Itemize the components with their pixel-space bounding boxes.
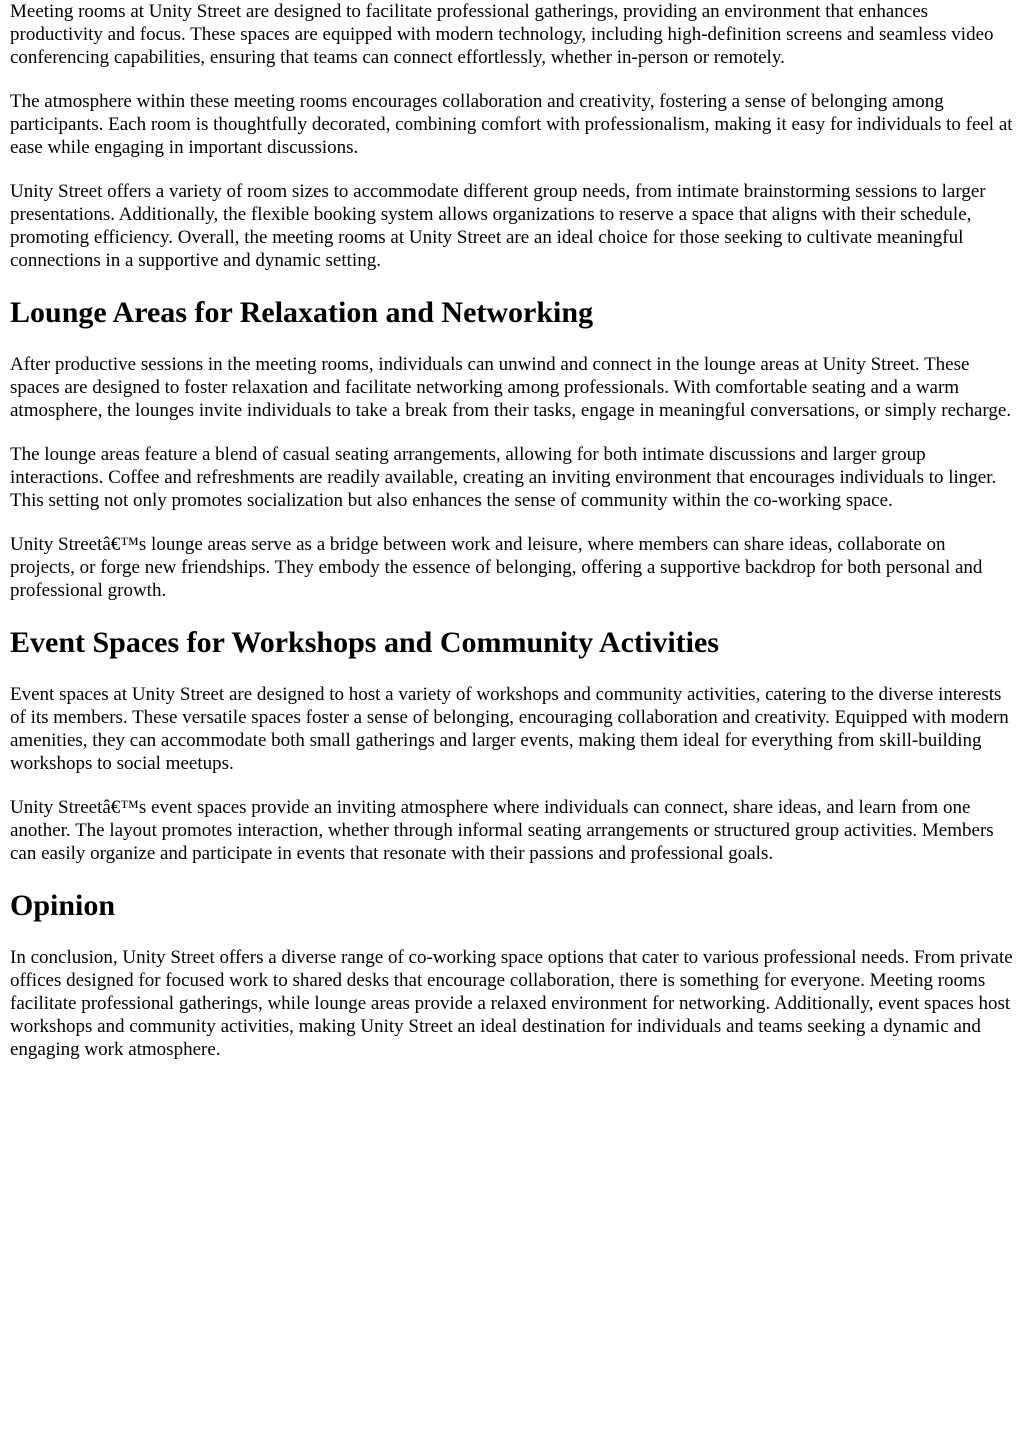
paragraph: Event spaces at Unity Street are designed to host a variety of workshops and community activities, catering to the diverse interests of its members. These versatile spaces foster a sense of belonging, encouraging collaboration and creativity. Equipped with modern amenities, they can accommodate both small gatherings and larger events, making them ideal for everything from skill-building workshops to social meetups. (10, 684, 1009, 774)
paragraph: Meeting rooms at Unity Street are designed to facilitate professional gatherings, providing an environment that enhances productivity and focus. These spaces are equipped with modern technology, including high-definition screens and seamless video conferencing capabilities, ensuring that teams can connect effortlessly, whether in-person or remotely. (10, 1, 994, 68)
opinion-section (10, 888, 1014, 1061)
paragraph: The lounge areas feature a blend of casual seating arrangements, allowing for both intimate discussions and larger group interactions. Coffee and refreshments are readily available, creating an inviting environment that encourages individuals to linger. This setting not only promotes socialization but also enhances the sense of community within the co-working space. (10, 444, 997, 511)
event-spaces-section (10, 625, 1014, 865)
paragraph: The atmosphere within these meeting rooms encourages collaboration and creativity, fostering a sense of belonging among participants. Each room is thoughtfully decorated, combining comfort with professionalism, making it easy for individuals to feel at ease while engaging in important discussions. (10, 91, 1013, 158)
section-heading: Lounge Areas for Relaxation and Networking (10, 296, 594, 329)
section-heading: Event Spaces for Workshops and Community Activities (10, 626, 719, 659)
meeting-rooms-section (10, 0, 1014, 272)
section-heading: Opinion (10, 889, 116, 922)
paragraph: In conclusion, Unity Street offers a diverse range of co-working space options that cater to various professional needs. From private offices designed for focused work to shared desks that encourage collaboration, there is something for everyone. Meeting rooms facilitate professional gatherings, while lounge areas provide a relaxed environment for networking. Additionally, event spaces host workshops and community activities, making Unity Street an ideal destination for individuals and teams seeking a dynamic and engaging work atmosphere. (10, 947, 1013, 1060)
paragraph: After productive sessions in the meeting rooms, individuals can unwind and connect in the lounge areas at Unity Street. These spaces are designed to foster relaxation and facilitate networking among professionals. With comfortable seating and a warm atmosphere, the lounges invite individuals to take a break from their tasks, engage in meaningful conversations, or simply recharge. (10, 354, 1012, 421)
paragraph: Unity Streetâ€™s event spaces provide an inviting atmosphere where individuals can connect, share ideas, and learn from one another. The layout promotes interaction, whether through informal seating arrangements or structured group activities. Members can easily organize and participate in events that resonate with their passions and professional goals. (10, 797, 994, 864)
lounge-areas-section (10, 295, 1014, 602)
paragraph: Unity Streetâ€™s lounge areas serve as a bridge between work and leisure, where members can share ideas, collaborate on projects, or forge new friendships. They embody the essence of belonging, offering a supportive backdrop for both personal and professional growth. (10, 534, 983, 601)
paragraph: Unity Street offers a variety of room sizes to accommodate different group needs, from intimate brainstorming sessions to larger presentations. Additionally, the flexible booking system allows organizations to reserve a space that aligns with their schedule, promoting efficiency. Overall, the meeting rooms at Unity Street are an ideal choice for those seeking to cultivate meaningful connections in a supportive and dynamic setting. (10, 181, 986, 271)
